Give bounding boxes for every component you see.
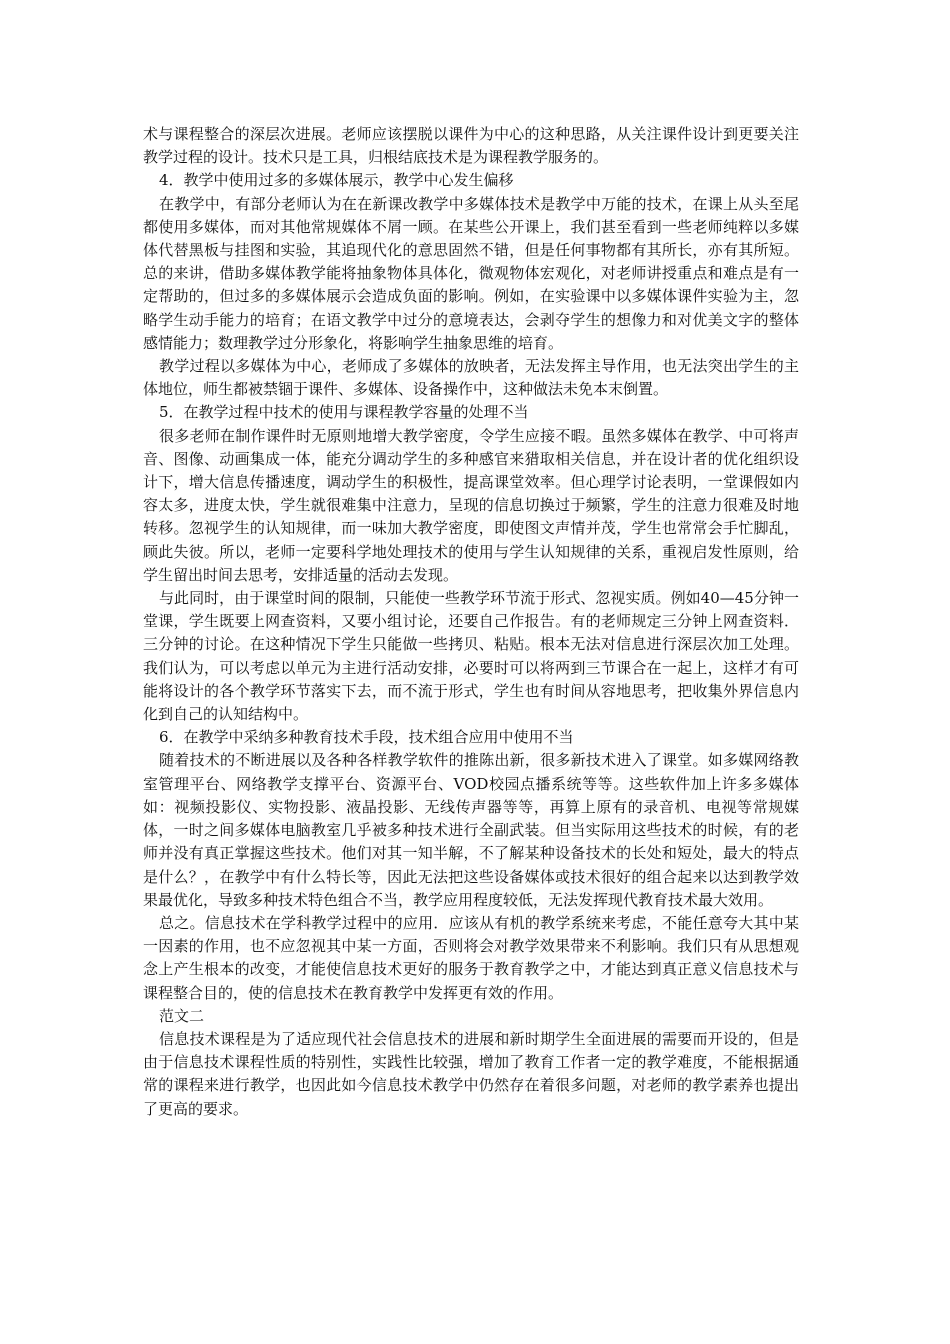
- paragraph: 很多老师在制作课件时无原则地增大教学密度，令学生应接不暇。虽然多媒体在教学、中可将声音、图像、动画集成一体，能充分调动学生的多种感官来猎取相关信息，并在设计者的优化组织设计下，增大信息传播速度，调动学生的积极性，提高课堂效率。但心理学讨论表明，一堂课假如内容太多，进度太快，学生就很难集中注意力，呈现的信息切换过于频繁，学生的注意力很难及时地转移。忽视学生的认知规律，而一味加大教学密度，即使图文声情并茂，学生也常常会手忙脚乱，顾此失彼。所以，老师一定要科学地处理技术的使用与学生认知规律的关系，重视启发性原则，给学生留出时间去思考，安排适量的活动去发现。: [143, 426, 799, 584]
- document-page: [143, 123, 799, 1121]
- section-heading-6: 6．在教学中采纳多种教育技术手段，技术组合应用中使用不当: [159, 728, 574, 747]
- paragraph: 随着技术的不断进展以及各种各样教学软件的推陈出新，很多新技术进入了课堂。如多媒网络教室管理平台、网络教学支撑平台、资源平台、VOD校园点播系统等等。这些软件加上许多多媒体如：视频投影仪、实物投影、液晶投影、无线传声器等等，再算上原有的录音机、电视等常规媒体，一时之间多媒体电脑教室几乎被多种技术进行全副武装。但当实际用这些技术的时候，有的老师并没有真正掌握这些技术。他们对其一知半解，不了解某种设备技术的长处和短处，最大的特点是什么？，在教学中有什么特长等，因此无法把这些设备媒体或技术很好的组合起来以达到教学效果最优化，导致多种技术特色组合不当，教学应用程度较低，无法发挥现代教育技术最大效用。: [143, 751, 799, 909]
- paragraph-conclusion: 总之。信息技术在学科教学过程中的应用．应该从有机的教学系统来考虑，不能任意夸大其中某一因素的作用，也不应忽视其中某一方面，否则将会对教学效果带来不利影响。我们只有从思想观念上产生根本的改变，才能使信息技术更好的服务于教育教学之中，才能达到真正意义信息技术与课程整合目的，使的信息技术在教育教学中发挥更有效的作用。: [143, 913, 799, 1002]
- section-heading-5: 5．在教学过程中技术的使用与课程教学容量的处理不当: [159, 403, 529, 422]
- paragraph: 教学过程以多媒体为中心，老师成了多媒体的放映者，无法发挥主导作用，也无法突出学生的主体地位，师生都被禁锢于课件、多媒体、设备操作中，这种做法未免本末倒置。: [143, 357, 799, 399]
- paragraph: 信息技术课程是为了适应现代社会信息技术的进展和新时期学生全面进展的需要而开设的，但是由于信息技术课程性质的特别性，实践性比较强，增加了教育工作者一定的教学难度，不能根据通常的课程来进行教学，也因此如今信息技术教学中仍然存在着很多问题，对老师的教学素养也提出了更高的要求。: [143, 1029, 799, 1118]
- section-heading-4: 4．教学中使用过多的多媒体展示，教学中心发生偏移: [159, 171, 514, 190]
- paragraph: 与此同时，由于课堂时间的限制，只能使一些教学环节流于形式、忽视实质。例如40—45分钟一堂课，学生既要上网查资料，又要小组讨论，还要自己作报告。有的老师规定三分钟上网查资料．三分钟的讨论。在这种情况下学生只能做一些拷贝、粘贴。根本无法对信息进行深层次加工处理。我们认为，可以考虑以单元为主进行活动安排，必要时可以将两到三节课合在一起上，这样才有可能将设计的各个教学环节落实下去，而不流于形式，学生也有时间从容地思考，把收集外界信息内化到自己的认知结构中。: [143, 589, 799, 724]
- paragraph-continuation: 术与课程整合的深层次进展。老师应该摆脱以课件为中心的这种思路，从关注课件设计到更要关注教学过程的设计。技术只是工具，归根结底技术是为课程教学服务的。: [143, 125, 799, 167]
- paragraph: 在教学中，有部分老师认为在在新课改教学中多媒体技术是教学中万能的技术，在课上从头至尾都使用多媒体，而对其他常规媒体不屑一顾。在某些公开课上，我们甚至看到一些老师纯粹以多媒体代替黑板与挂图和实验，其追现代化的意思固然不错，但是任何事物都有其所长，亦有其所短。总的来讲，借助多媒体教学能将抽象物体具体化，微观物体宏观化，对老师讲授重点和难点是有一定帮助的，但过多的多媒体展示会造成负面的影响。例如，在实验课中以多媒体课件实验为主，忽略学生动手能力的培育；在语文教学中过分的意境表达，会剥夺学生的想像力和对优美文字的整体感情能力；数理教学过分形象化，将影响学生抽象思维的培育。: [143, 194, 799, 352]
- section-heading-sample-two: 范文二: [159, 1006, 205, 1025]
